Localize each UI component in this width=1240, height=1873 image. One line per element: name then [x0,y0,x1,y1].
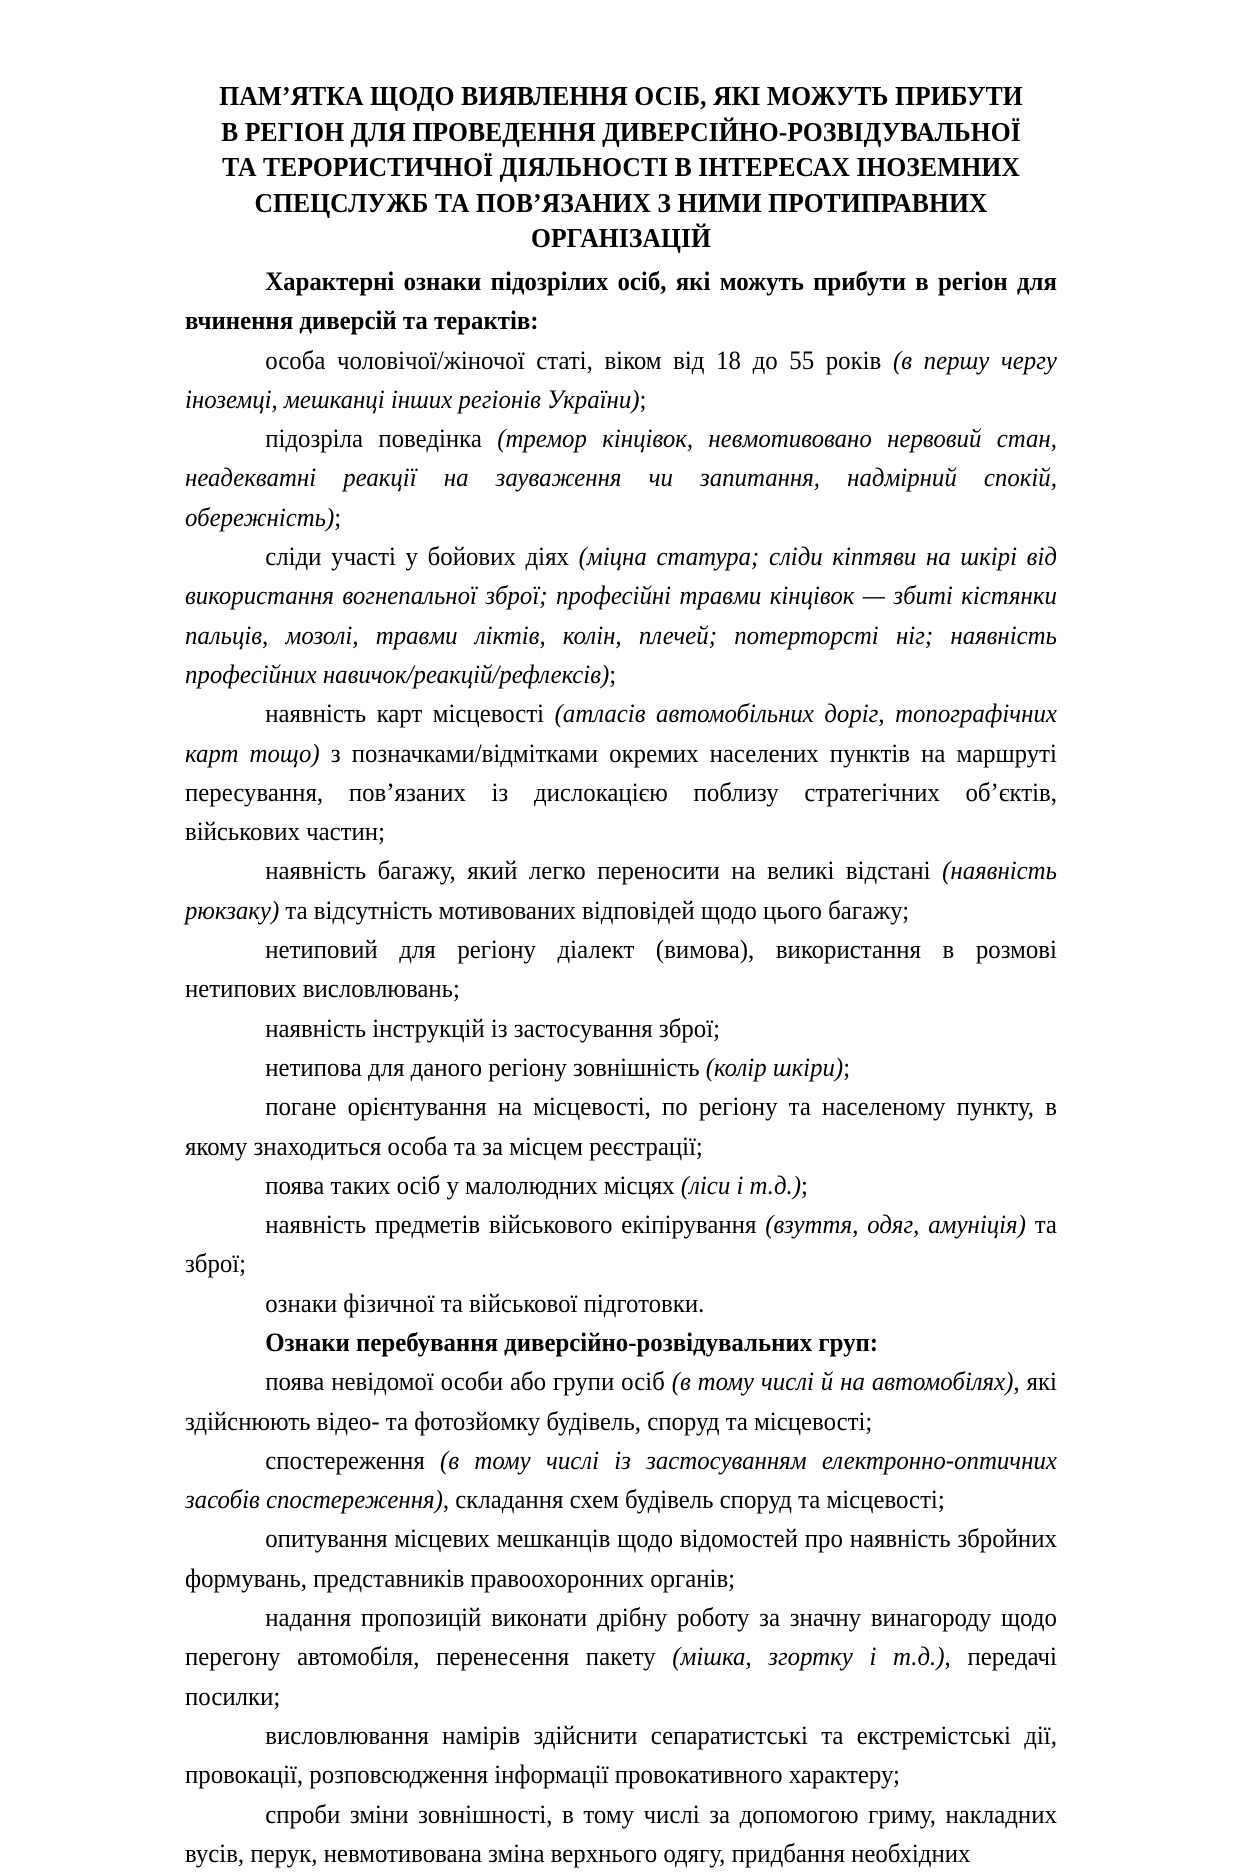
text-run: , складання схем будівель споруд та місцевості; [442,1485,945,1515]
body-paragraph [185,1716,1057,1795]
text-run: спостереження [265,1445,441,1475]
body-paragraph [185,341,1057,420]
text-run: сліди участі у бойових діях [265,542,579,572]
text-run: , які здійснюють відео- та фотозйомку будівель, споруд та місцевості; [185,1367,1057,1436]
italic-note: (наявність рюкзаку) [185,856,1057,925]
body-paragraph [185,1087,1057,1166]
text-run: висловлювання намірів здійснити сепаратистські та екстремістські дії, провокації, розповсюдження інформації провокативного характеру; [185,1720,1057,1790]
body-paragraph [185,1284,1057,1323]
body-paragraph [185,851,1057,930]
section-heading [185,262,1057,341]
italic-note: (міцна статура; сліди кіптяви на шкірі від використання вогнепальної зброї; професійні травми кінцівок — збиті кістянки пальців, мозолі, травми ліктів, колін, плечей; потерторсті ніг; наявність професійних навичок/реакцій/рефлексів) [185,542,1057,689]
document-body [185,262,1057,1873]
text-run: та зброї; [185,1210,1057,1279]
text-run: ; [334,502,342,532]
body-paragraph [185,1519,1057,1598]
text-run: наявність предметів військового екіпірування [265,1210,766,1240]
text-run: підозріла поведінка [265,424,498,454]
italic-note: (ліси і т.д.) [680,1170,802,1200]
italic-note: (тремор кінцівок, невмотивовано нервовий стан, неадекватні реакції на зауваження чи запитання, надмірний спокій, обережність) [185,424,1057,532]
text-run: поява таких осіб у малолюдних місцях [265,1170,681,1200]
text-run: ; [639,384,647,414]
body-paragraph [185,419,1057,537]
italic-note: (атласів автомобільних доріг, топографічних карт тощо) [185,699,1057,768]
body-paragraph [185,1205,1057,1284]
text-run: нетипова для даного регіону зовнішність [265,1052,706,1082]
body-paragraph [185,694,1057,851]
body-paragraph [185,930,1057,1009]
text-run: ; [801,1170,808,1200]
text-run: наявність інструкцій із застосування зброї; [265,1013,720,1043]
italic-note: (взуття, одяг, амуніція) [765,1210,1026,1240]
text-run: з позначками/відмітками окремих населених пунктів на маршруті пересування, пов’язаних із дислокацією поблизу стратегічних об’єктів, військових частин; [185,738,1057,847]
text-run: особа чоловічої/жіночої статі, віком від 18 до 55 років [265,345,893,375]
text-run: нетиповий для регіону діалект (вимова), використання в розмові нетипових висловлювань; [185,935,1057,1004]
text-run: спроби зміни зовнішності, в тому числі за допомогою гриму, накладних вусів, перук, невмотивована зміна верхнього одягу, придбання необхідних [185,1799,1057,1868]
body-paragraph [185,537,1057,694]
body-paragraph [185,1362,1057,1441]
document-content [185,78,1057,1873]
italic-note: (в тому числі й на автомобілях) [671,1367,1014,1397]
body-paragraph [185,1598,1057,1716]
text-run: та відсутність мотивованих відповідей щодо цього багажу; [279,895,910,925]
text-run: ; [843,1052,851,1082]
body-paragraph [185,1166,1057,1205]
text-run: погане орієнтування на місцевості, по регіону та населеному пункту, в якому знаходиться особа та за місцем реєстрації; [185,1092,1057,1161]
text-run: наявність карт місцевості [265,699,555,729]
body-paragraph [185,1009,1057,1048]
section-heading [185,1323,1057,1362]
italic-note: (в першу чергу іноземці, мешканці інших регіонів України) [185,345,1057,414]
text-run: наявність багажу, який легко переносити на великі відстані [265,856,943,886]
page-title: ПАМ’ЯТКА ЩОДО ВИЯВЛЕННЯ ОСІБ, ЯКІ МОЖУТЬ ПРИБУТИ В РЕГІОН ДЛЯ ПРОВЕДЕННЯ ДИВЕРСІЙНО-РОЗВІДУВАЛЬНОЇ ТА ТЕРОРИСТИЧНОЇ ДІЯЛЬНОСТІ В ІНТЕРЕСАХ ІНОЗЕМНИХ СПЕЦСЛУЖБ ТА ПОВ’ЯЗАНИХ З НИМИ ПРОТИПРАВНИХ ОРГАНІЗАЦІЙ [219,80,1023,254]
text-run: , передачі посилки; [185,1642,1057,1711]
body-paragraph [185,1795,1057,1873]
italic-note: (колір шкіри) [705,1052,844,1082]
text-run: Ознаки перебування диверсійно-розвідувальних груп: [265,1327,879,1357]
body-paragraph [185,1441,1057,1520]
text-run: ознаки фізичної та військової підготовки. [265,1288,705,1318]
text-run: Характерні ознаки підозрілих осіб, які можуть прибути в регіон для вчинення диверсій та терактів: [185,266,1057,336]
italic-note: (в тому числі із застосуванням електронно-оптичних засобів спостереження) [185,1445,1057,1515]
text-run: ; [609,659,617,689]
italic-note: (мішка, згортку і т.д.) [672,1642,945,1672]
text-run: поява невідомої особи або групи осіб [265,1367,672,1397]
text-run: надання пропозицій виконати дрібну роботу за значну винагороду щодо перегону автомобіля, перенесення пакету [185,1603,1057,1672]
text-run: опитування місцевих мешканців щодо відомостей про наявність збройних формувань, представників правоохоронних органів; [185,1524,1057,1593]
body-paragraph [185,1048,1057,1087]
